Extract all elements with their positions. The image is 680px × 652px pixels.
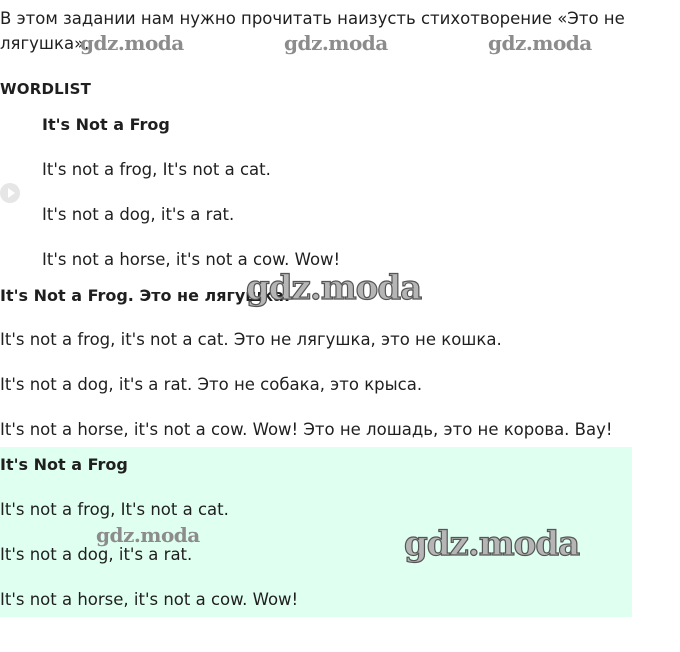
watermark: gdz.moda	[80, 31, 184, 55]
poem-line: It's not a frog, It's not a cat.	[42, 160, 271, 179]
watermark: gdz.moda	[284, 31, 388, 55]
watermark: gdz.moda	[246, 268, 422, 308]
highlight-line: It's not a frog, It's not a cat.	[0, 500, 229, 519]
poem-line: It's not a dog, it's a rat.	[42, 205, 235, 224]
translation-title: It's Not a Frog. Это не лягушка.	[0, 286, 291, 305]
play-icon[interactable]	[0, 183, 20, 203]
poem-line: It's not a horse, it's not a cow. Wow!	[42, 250, 341, 269]
translation-line: It's not a horse, it's not a cow. Wow! Это не лошадь, это не корова. Вау!	[0, 420, 613, 439]
poem-title: It's Not a Frog	[42, 115, 170, 134]
watermark: gdz.moda	[404, 524, 580, 564]
watermark: gdz.moda	[488, 31, 592, 55]
highlight-title: It's Not a Frog	[0, 455, 128, 474]
highlight-line: It's not a horse, it's not a cow. Wow!	[0, 590, 299, 609]
watermark: gdz.moda	[96, 523, 200, 547]
intro-text: В этом задании нам нужно прочитать наизусть стихотворение «Это не лягушка».	[0, 9, 625, 53]
translation-line: It's not a frog, it's not a cat. Это не лягушка, это не кошка.	[0, 330, 502, 349]
translation-line: It's not a dog, it's a rat. Это не собака, это крыса.	[0, 375, 423, 394]
wordlist-heading: WORDLIST	[0, 80, 92, 98]
highlight-line: It's not a dog, it's a rat.	[0, 545, 193, 564]
